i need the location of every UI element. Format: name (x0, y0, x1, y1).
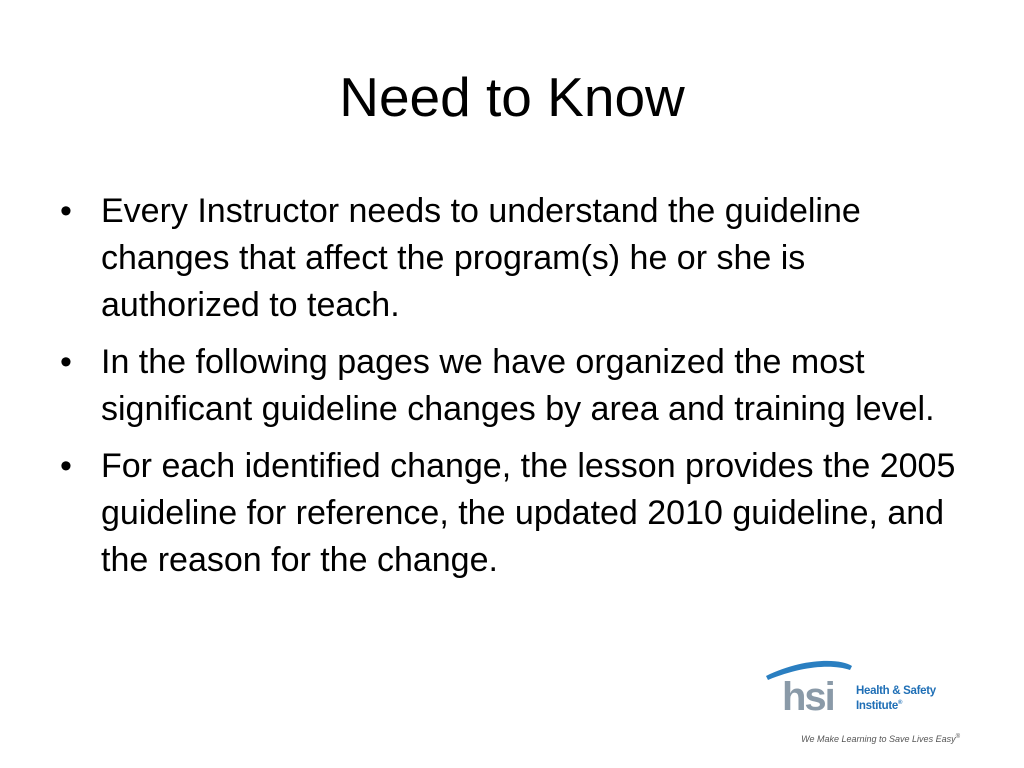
logo-tagline: We Make Learning to Save Lives Easy® (801, 734, 960, 744)
logo-name-line1: Health & Safety (856, 685, 936, 697)
bullet-text: In the following pages we have organized the most significant guideline changes by area and training level. (101, 343, 935, 428)
logo-name-line2: Institute® (856, 699, 903, 712)
bullet-list (60, 188, 960, 594)
bullet-item (60, 339, 960, 433)
bullet-icon: • (60, 447, 72, 485)
slide-title: Need to Know (339, 66, 685, 128)
bullet-icon: • (60, 192, 72, 230)
bullet-text: For each identified change, the lesson provides the 2005 guideline for reference, the updated 2010 guideline, and the reason for the change. (101, 447, 956, 579)
bullet-item (60, 443, 960, 584)
hsi-logo (762, 660, 962, 720)
logo-mark-text: hsi (782, 675, 834, 719)
bullet-icon: • (60, 343, 72, 381)
bullet-item (60, 188, 960, 329)
logo-name (856, 685, 936, 712)
bullet-text: Every Instructor needs to understand the guideline changes that affect the program(s) he or she is authorized to teach. (101, 192, 861, 324)
